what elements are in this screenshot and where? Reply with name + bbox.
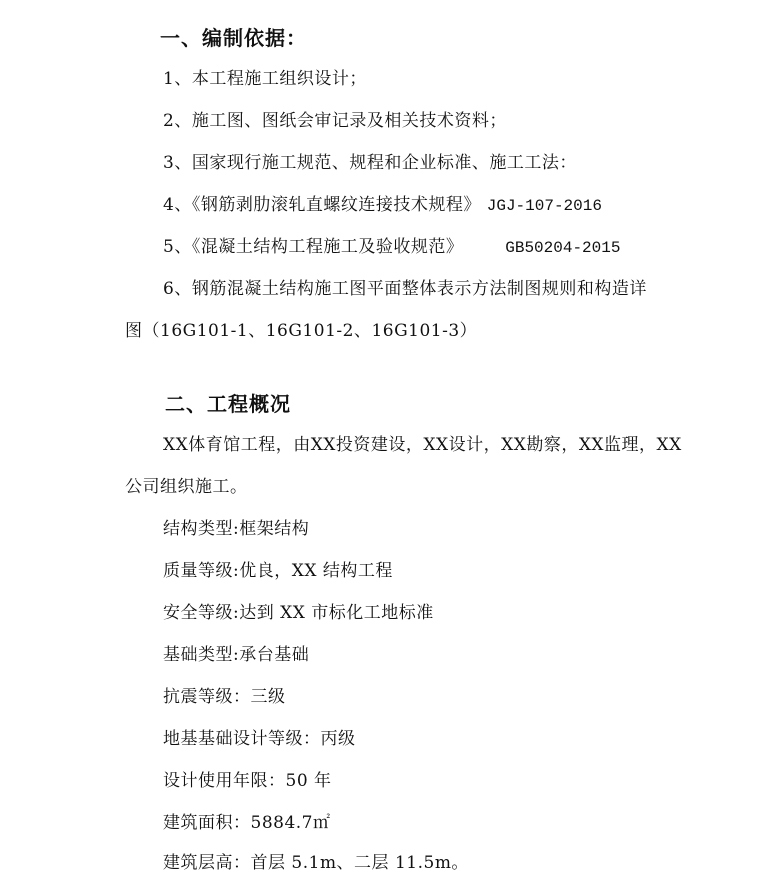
section-heading-overview: 二、工程概况 <box>165 392 291 416</box>
fact-floor-height: 建筑层高：首层 5.1m、二层 11.5m。 <box>163 853 469 873</box>
basis-item-5-code: GB50204-2015 <box>505 239 621 257</box>
basis-item-6-cont: 图（16G101-1、16G101-2、16G101-3） <box>125 321 478 341</box>
basis-item-5-title: 5、《混凝土结构工程施工及验收规范》 <box>163 237 464 257</box>
fact-structure-type: 结构类型:框架结构 <box>163 519 310 539</box>
basis-item-4-code: JGJ-107-2016 <box>486 197 602 215</box>
basis-item-2: 2、施工图、图纸会审记录及相关技术资料； <box>163 111 507 131</box>
overview-intro-line2: 公司组织施工。 <box>125 477 248 497</box>
basis-item-6: 6、钢筋混凝土结构施工图平面整体表示方法制图规则和构造详 <box>163 279 647 299</box>
fact-design-life: 设计使用年限：50 年 <box>163 771 332 791</box>
basis-item-1: 1、本工程施工组织设计； <box>163 69 367 89</box>
fact-safety-grade: 安全等级:达到 XX 市标化工地标准 <box>163 603 434 623</box>
fact-building-area: 建筑面积：5884.7㎡ <box>163 813 331 833</box>
fact-foundation-design-grade: 地基基础设计等级：丙级 <box>163 729 356 749</box>
basis-item-4-title: 4、《钢筋剥肋滚轧直螺纹连接技术规程》 <box>163 195 481 215</box>
fact-seismic-grade: 抗震等级：三级 <box>163 687 286 707</box>
fact-foundation-type: 基础类型:承台基础 <box>163 645 310 665</box>
fact-quality-grade: 质量等级:优良，XX 结构工程 <box>163 561 393 581</box>
basis-item-5 <box>163 232 620 257</box>
basis-item-4 <box>163 190 602 215</box>
overview-intro-line1: XX体育馆工程，由XX投资建设，XX设计，XX勘察，XX监理，XX <box>163 435 682 455</box>
section-heading-basis: 一、编制依据： <box>160 26 307 50</box>
basis-item-3: 3、国家现行施工规范、规程和企业标准、施工工法： <box>163 153 577 173</box>
